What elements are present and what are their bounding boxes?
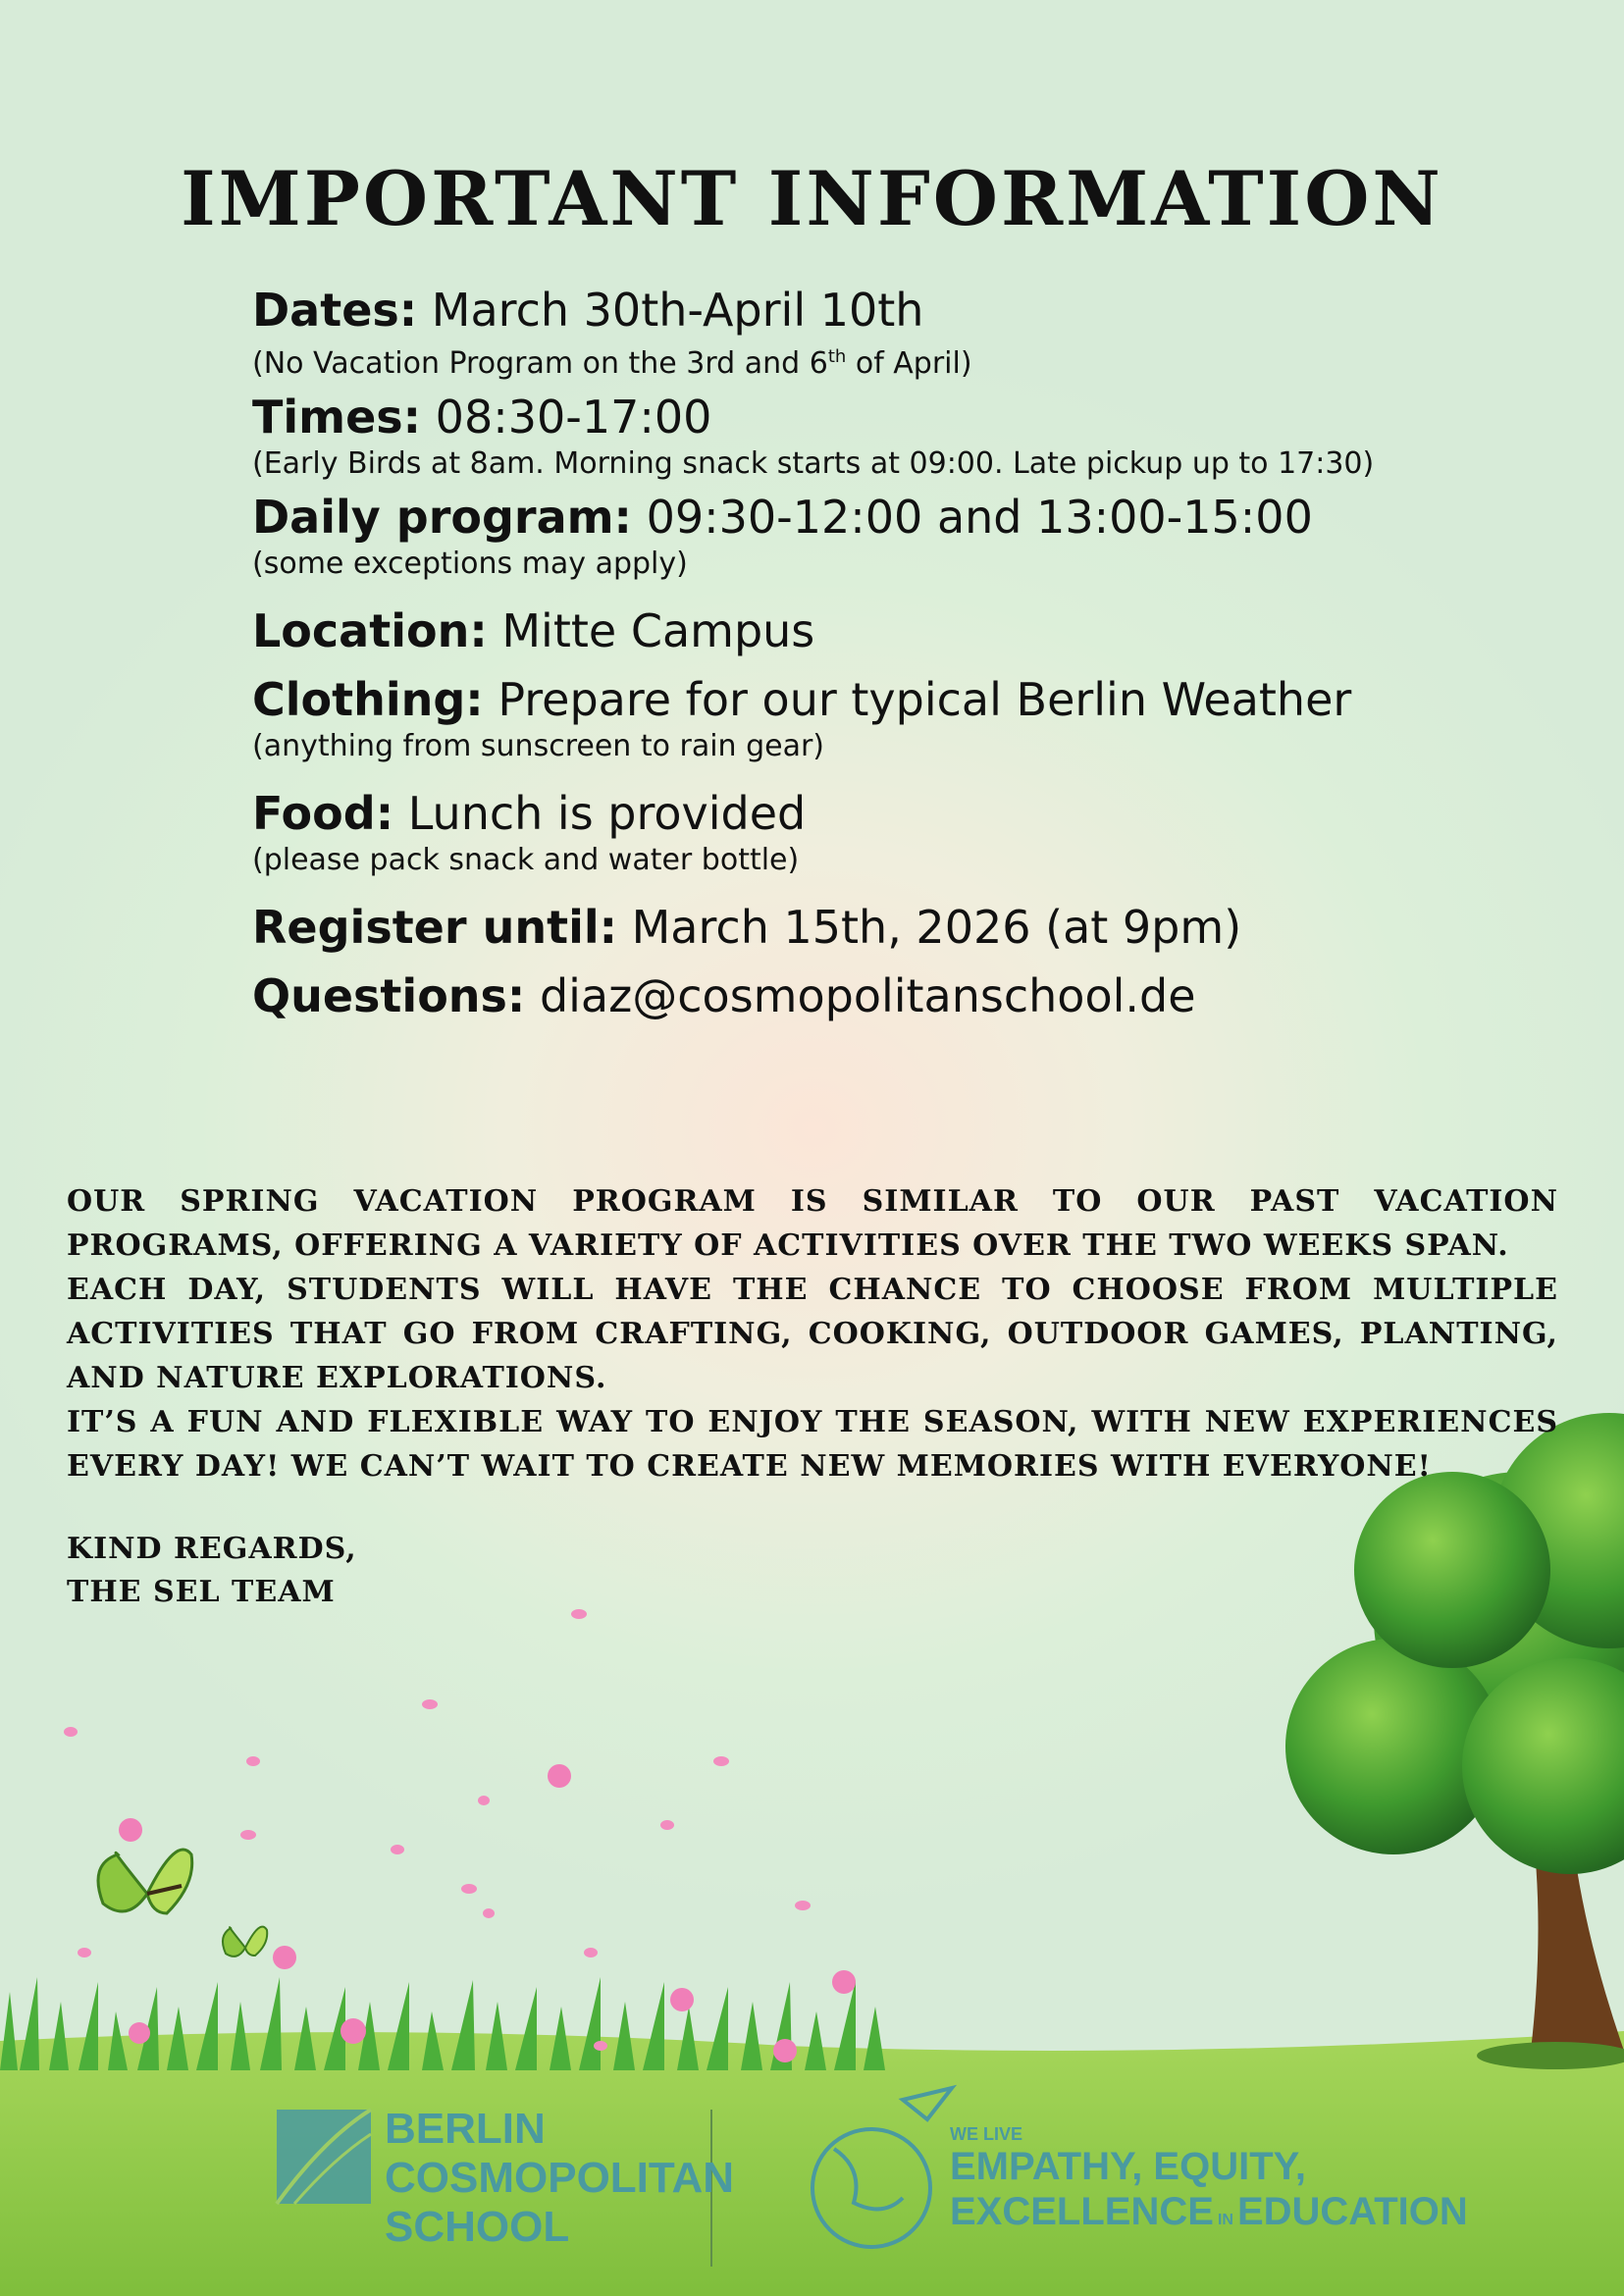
info-food bbox=[252, 786, 1469, 841]
info-clothing bbox=[252, 672, 1469, 727]
clothing-note: (anything from sunscreen to rain gear) bbox=[252, 729, 825, 763]
register-value: March 15th, 2026 (at 9pm) bbox=[617, 901, 1242, 954]
questions-label: Questions: bbox=[252, 969, 526, 1022]
motto-line-2a: EXCELLENCE bbox=[950, 2190, 1214, 2233]
school-name-line-2: COSMOPOLITAN bbox=[385, 2154, 735, 2202]
body-paragraph-1: OUR SPRING VACATION PROGRAM IS SIMILAR TO OUR PAST VACATION PROGRAMS, OFFERING A VARIETY OF ACTIVITIES OVER THE TWO WEEKS SPAN. bbox=[67, 1184, 1558, 1263]
motto-line-2b: EDUCATION bbox=[1236, 2190, 1468, 2233]
info-times bbox=[252, 390, 1469, 444]
info-location bbox=[252, 603, 1469, 658]
motto-small: WE LIVE bbox=[950, 2124, 1023, 2144]
butterfly-large bbox=[98, 1850, 192, 1913]
motto-in: IN bbox=[1217, 2212, 1233, 2228]
body-paragraph-2: EACH DAY, STUDENTS WILL HAVE THE CHANCE TO CHOOSE FROM MULTIPLE ACTIVITIES THAT GO FROM CRAFTING, COOKING, OUTDOOR GAMES, PLANTING, AND NATURE EXPLORATIONS. bbox=[67, 1273, 1558, 1395]
school-name-line-1: BERLIN bbox=[385, 2105, 546, 2153]
tree-illustration bbox=[1285, 1413, 1624, 2069]
food-value: Lunch is provided bbox=[393, 787, 807, 840]
dates-note-text: (No Vacation Program on the 3rd and 6 bbox=[252, 346, 828, 381]
daily-value: 09:30-12:00 and 13:00-15:00 bbox=[631, 491, 1313, 544]
daily-note: (some exceptions may apply) bbox=[252, 547, 688, 581]
questions-email-link[interactable]: diaz@cosmopolitanschool.de bbox=[525, 969, 1196, 1022]
times-value: 08:30-17:00 bbox=[421, 391, 712, 444]
food-label: Food: bbox=[252, 787, 394, 840]
dates-label: Dates: bbox=[252, 284, 418, 337]
school-name-line-3: SCHOOL bbox=[385, 2203, 570, 2251]
clothing-value: Prepare for our typical Berlin Weather bbox=[483, 673, 1352, 726]
location-value: Mitte Campus bbox=[487, 604, 815, 657]
dates-note-sup: th bbox=[827, 346, 847, 367]
closing-signature: THE SEL TEAM bbox=[67, 1575, 336, 1609]
info-list bbox=[252, 283, 1469, 1023]
school-logo-text bbox=[385, 2105, 734, 2252]
daily-label: Daily program: bbox=[252, 491, 632, 544]
closing-regards: KIND REGARDS, bbox=[67, 1532, 357, 1566]
page-title: IMPORTANT INFORMATION bbox=[181, 155, 1443, 242]
register-label: Register until: bbox=[252, 901, 617, 954]
info-questions bbox=[252, 968, 1469, 1023]
info-dates bbox=[252, 283, 1469, 338]
times-label: Times: bbox=[252, 391, 422, 444]
clothing-label: Clothing: bbox=[252, 673, 484, 726]
info-daily-program bbox=[252, 490, 1469, 545]
info-register bbox=[252, 900, 1469, 955]
butterfly-small bbox=[223, 1927, 267, 1957]
times-note: (Early Birds at 8am. Morning snack starts at 09:00. Late pickup up to 17:30) bbox=[252, 446, 1375, 481]
dates-note-end: of April) bbox=[846, 346, 972, 381]
school-logo-mark bbox=[277, 2110, 371, 2204]
dates-value: March 30th-April 10th bbox=[417, 284, 924, 337]
body-paragraph-3: IT’S A FUN AND FLEXIBLE WAY TO ENJOY THE SEASON, WITH NEW EXPERIENCES EVERY DAY! WE CAN’T WAIT TO CREATE NEW MEMORIES WITH EVERYONE! bbox=[67, 1405, 1558, 1484]
location-label: Location: bbox=[252, 604, 488, 657]
motto-line-1: EMPATHY, EQUITY, bbox=[950, 2145, 1307, 2188]
food-note: (please pack snack and water bottle) bbox=[252, 843, 800, 877]
motto-text bbox=[950, 2124, 1468, 2243]
dates-note bbox=[252, 338, 1469, 384]
falling-petals bbox=[64, 1609, 811, 2051]
